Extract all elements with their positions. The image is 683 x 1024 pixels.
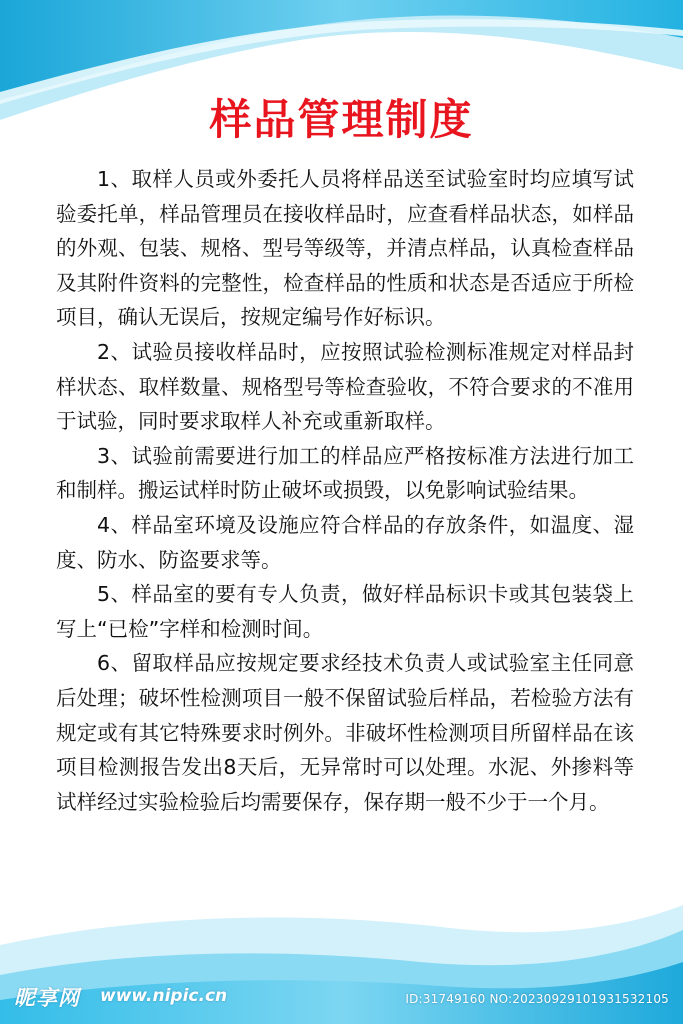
watermark-url: www.nipic.cn <box>100 986 228 1006</box>
poster-title: 样品管理制度 <box>209 95 474 144</box>
watermark-bar <box>0 968 683 1024</box>
rules-body <box>56 162 634 819</box>
rule-paragraph-3: 3、试验前需要进行加工的样品应严格按标准方法进行加工和制样。搬运试样时防止破坏或损毁，以免影响试验结果。 <box>56 443 634 503</box>
rule-paragraph-2: 2、试验员接收样品时，应按照试验检测标准规定对样品封样状态、取样数量、规格型号等检查验收，不符合要求的不准用于试验，同时要求取样人补充或重新取样。 <box>56 339 634 434</box>
rule-paragraph-6: 6、留取样品应按规定要求经技术负责人或试验室主任同意后处理；破坏性检测项目一般不保留试验后样品，若检验方法有规定或有其它特殊要求时例外。非破坏性检测项目所留样品在该项目检测报告发出8天后，无异常时可以处理。水泥、外掺料等试样经过实验检验后均需要保存，保存期一般不少于一个月。 <box>56 651 634 814</box>
rule-paragraph-1: 1、取样人员或外委托人员将样品送至试验室时均应填写试验委托单，样品管理员在接收样品时，应查看样品状态，如样品的外观、包装、规格、型号等级等，并清点样品，认真检查样品及其附件资料的完整性，检查样品的性质和状态是否适应于所检项目，确认无误后，按规定编号作好标识。 <box>56 167 634 330</box>
watermark-id: ID:31749160 NO:20230929101931532105 <box>405 992 669 1006</box>
rule-paragraph-4: 4、样品室环境及设施应符合样品的存放条件，如温度、湿度、防水、防盗要求等。 <box>56 512 634 572</box>
watermark-logo: 昵享网 <box>14 986 80 1010</box>
rule-paragraph-5: 5、样品室的要有专人负责，做好样品标识卡或其包装袋上写上“已检”字样和检测时间。 <box>56 582 634 641</box>
